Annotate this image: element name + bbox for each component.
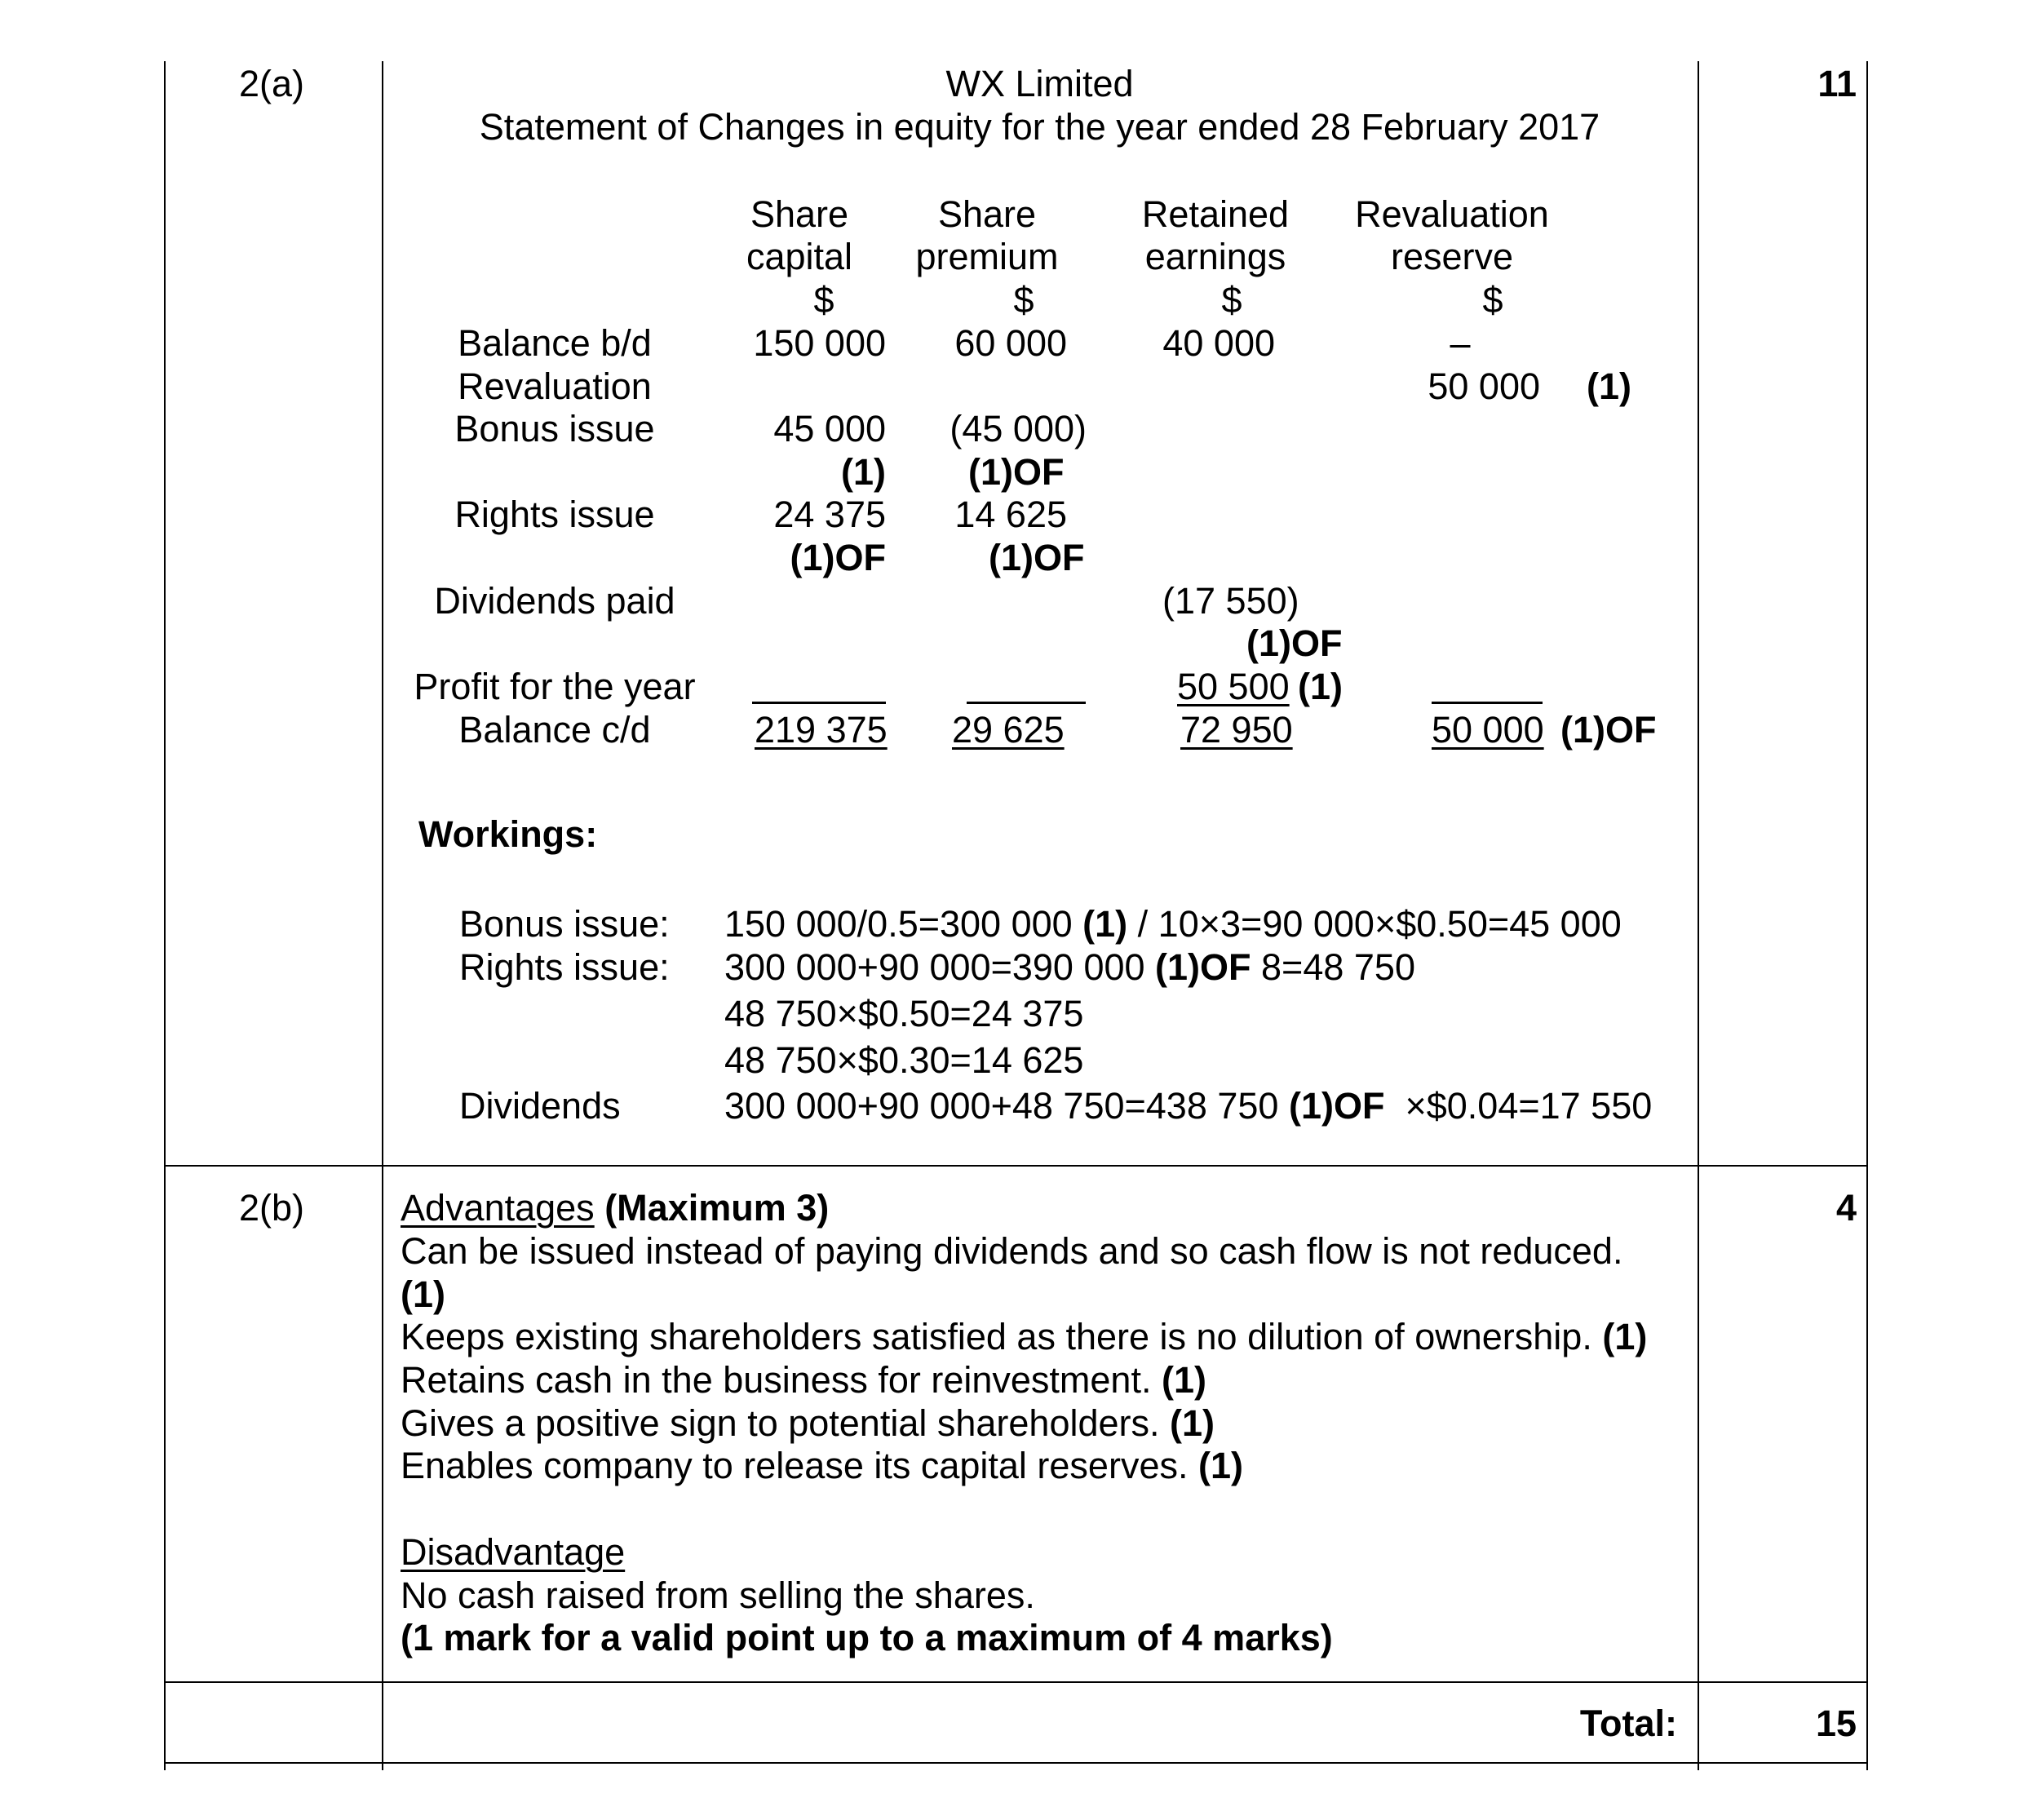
cell-dividends-retained: (17 550) [1162,580,1299,622]
mark-rights-share-capital: (1)OF [790,537,886,578]
advantage-point-2: Keeps existing shareholders satisfied as there is no dilution of ownership. [401,1316,1603,1357]
row-divider-1 [164,1165,1868,1167]
workings-rights-calc-2: 8=48 750 [1251,946,1415,988]
marking-note: (1 mark for a valid point up to a maximum of 4 marks) [401,1617,1333,1658]
workings-bonus-calc-2: / 10×3=90 000×$0.50=45 000 [1127,903,1622,945]
cell-rights-share-premium: 14 625 [954,494,1067,535]
col-retained-unit: $ [1221,279,1242,321]
workings-rights-line-2: 48 750×$0.50=24 375 [724,993,1084,1034]
workings-bonus-label: Bonus issue: [459,903,670,945]
col-share-capital-header-1: Share [750,193,849,235]
row-label-dividends: Dividends paid [434,580,675,622]
workings-dividends-line [724,1085,1653,1127]
advantage-point-4: Gives a positive sign to potential shareholders. [401,1402,1171,1444]
row-label-balance-cd: Balance c/d [458,709,651,751]
mark-revaluation: (1) [1587,365,1631,407]
subtotal-rule-share-capital [752,702,886,704]
cell-balance-bd-share-capital: 150 000 [753,322,886,364]
advantages-max: (Maximum 3) [594,1187,830,1229]
col-retained-header-1: Retained [1141,193,1290,235]
col-revaluation-header-2: reserve [1390,236,1514,277]
question-label-2b: 2(b) [239,1187,305,1229]
advantage-point-3-line [401,1359,1206,1401]
table-divider-1 [382,61,383,1770]
workings-dividends-label: Dividends [459,1085,621,1127]
statement-title: Statement of Changes in equity for the year ended 28 February 2017 [479,106,1600,148]
workings-heading: Workings: [418,813,598,855]
cell-revaluation-value: 50 000 [1428,365,1540,407]
advantages-heading-line [401,1187,830,1229]
advantage-point-5-line [401,1447,1243,1484]
col-revaluation-header-1: Revaluation [1355,193,1549,235]
cell-balance-bd-revaluation: – [1450,322,1471,364]
advantage-point-4-line [401,1402,1215,1444]
company-name: WX Limited [945,63,1134,104]
mark-profit-retained: (1) [1298,666,1343,707]
advantage-point-5: Enables company to release its capital reserves. [401,1445,1198,1486]
row-label-profit: Profit for the year [414,666,696,707]
table-border-right [1866,61,1868,1770]
mark-bonus-share-premium: (1)OF [968,451,1065,493]
mark-rights-share-premium: (1)OF [989,537,1085,578]
workings-dividends-calc-2: ×$0.04=17 550 [1384,1085,1653,1127]
col-share-capital-header-2: capital [746,236,853,277]
advantage-point-2-line [401,1318,1647,1355]
cell-balance-cd-share-premium: 29 625 [952,709,1065,751]
workings-bonus-calc: 150 000/0.5=300 000 [724,903,1083,945]
col-share-premium-header-2: premium [915,236,1059,277]
advantage-point-1: Can be issued instead of paying dividends and so cash flow is not reduced. [401,1230,1623,1272]
cell-bonus-share-capital: 45 000 [773,408,886,449]
advantage-point-2-mark: (1) [1602,1316,1648,1357]
table-divider-2 [1698,61,1699,1770]
cell-balance-cd-retained: 72 950 [1180,709,1293,751]
col-share-premium-header-1: Share [937,193,1037,235]
table-border-bottom [164,1762,1868,1764]
cell-balance-cd-share-capital: 219 375 [755,709,888,751]
advantage-point-3-mark: (1) [1161,1359,1206,1401]
cell-profit-retained: 50 500 [1177,666,1290,707]
advantage-point-3: Retains cash in the business for reinvestment. [401,1359,1162,1401]
cell-balance-bd-retained: 40 000 [1162,322,1275,364]
cell-rights-share-capital: 24 375 [773,494,886,535]
advantage-point-1-mark: (1) [401,1273,445,1315]
col-share-capital-unit: $ [813,279,834,321]
mark-balance-cd-revaluation: (1)OF [1560,709,1657,751]
workings-rights-line-3: 48 750×$0.30=14 625 [724,1039,1084,1081]
cell-balance-cd-revaluation: 50 000 [1432,709,1544,751]
workings-dividends-mark: (1)OF [1288,1085,1385,1127]
row-label-revaluation: Revaluation [458,365,652,407]
marks-2b: 4 [1835,1187,1857,1229]
col-revaluation-unit: $ [1482,279,1503,321]
row-label-bonus: Bonus issue [454,408,655,449]
col-retained-header-2: earnings [1144,236,1286,277]
row-label-balance-bd: Balance b/d [458,322,652,364]
row-divider-2 [164,1681,1868,1683]
subtotal-rule-revaluation [1432,702,1543,704]
advantage-point-5-mark: (1) [1197,1445,1243,1486]
col-share-premium-unit: $ [1013,279,1034,321]
subtotal-rule-share-premium [967,702,1086,704]
workings-rights-label: Rights issue: [459,946,670,988]
workings-bonus-mark: (1) [1082,903,1128,945]
advantages-heading: Advantages [401,1187,595,1229]
disadvantage-point: No cash raised from selling the shares. [401,1574,1035,1616]
cell-balance-bd-share-premium: 60 000 [954,322,1067,364]
disadvantage-heading: Disadvantage [401,1531,626,1573]
question-label-2a: 2(a) [239,63,305,104]
mark-bonus-share-capital: (1) [841,451,886,493]
advantage-point-4-mark: (1) [1170,1402,1215,1444]
workings-bonus-line [724,903,1622,945]
mark-dividends-retained: (1)OF [1246,622,1343,664]
total-label: Total: [1579,1703,1677,1744]
workings-rights-calc: 300 000+90 000=390 000 [724,946,1156,988]
cell-bonus-share-premium: (45 000) [950,408,1087,449]
total-value: 15 [1815,1703,1857,1744]
workings-rights-line [724,946,1415,988]
marks-2a: 11 [1817,63,1857,104]
workings-dividends-calc: 300 000+90 000+48 750=438 750 [724,1085,1289,1127]
workings-rights-mark: (1)OF [1155,946,1251,988]
table-border-left [164,61,166,1770]
row-label-rights: Rights issue [454,494,655,535]
